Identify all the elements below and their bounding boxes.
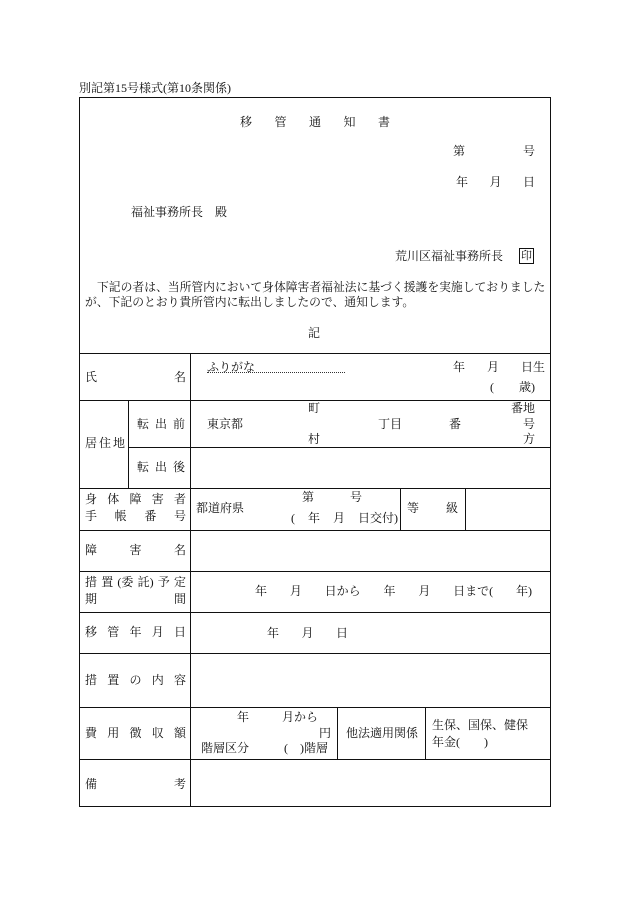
table-rule	[337, 707, 338, 759]
measures-label-part: 措	[85, 673, 98, 687]
remarks-label-part: 考	[173, 777, 186, 791]
residence-label-part: 居	[85, 436, 98, 450]
fee-bracket: ( )階層	[284, 741, 328, 755]
table-rule	[79, 530, 551, 531]
disability-label	[85, 544, 186, 556]
before-transfer-label-part: 転	[137, 417, 150, 431]
handbook-prefecture: 都道府県	[196, 501, 245, 515]
period-value-part: 日まで(	[453, 584, 494, 598]
residence-label-part: 地	[112, 436, 125, 450]
table-rule	[79, 759, 551, 760]
chome-mark: 丁目	[378, 417, 403, 431]
note-heading: 記	[308, 326, 321, 340]
addressee: 福祉事務所長 殿	[131, 205, 228, 219]
pension-option: 年金( )	[432, 735, 488, 749]
residence-label-part: 住	[98, 436, 111, 450]
before-transfer-label-part: 前	[172, 417, 185, 431]
document-number-part: 号	[522, 144, 535, 158]
document-title-part: 書	[377, 115, 390, 129]
measures-label-part: 置	[107, 673, 120, 687]
before-transfer-label-part: 出	[154, 417, 167, 431]
transfer-date-label-part: 日	[173, 625, 186, 639]
period-label-line-2-part: 期	[85, 592, 98, 606]
seal-box: 印	[521, 250, 532, 262]
go-mark: 号	[523, 417, 536, 431]
handbook-issued-date-part: 月	[332, 511, 345, 525]
handbook-issued-date-part: 日交付)	[357, 511, 398, 525]
insurance-options: 生保、国保、健保	[432, 718, 529, 732]
fee-yen: 円	[319, 726, 332, 740]
handbook-number	[302, 491, 362, 503]
handbook-label-line-1	[85, 493, 186, 505]
measures-label-part: の	[129, 673, 142, 687]
fee-label	[85, 727, 186, 739]
measures-label-part: 容	[173, 673, 186, 687]
name-label-part: 名	[173, 370, 186, 384]
period-value-part: 年	[383, 584, 396, 598]
table-rule	[400, 488, 401, 530]
body-text-line-1: 下記の者は、当所管内において身体障害者福祉法に基づく援護を実施しておりました	[97, 280, 546, 294]
document-title-part: 通	[308, 115, 321, 129]
handbook-label-line-2-part: 番	[144, 509, 157, 523]
period-label-line-1-part: 託)	[137, 575, 154, 589]
age	[490, 381, 535, 393]
transfer-date-label-part: 移	[85, 625, 98, 639]
handbook-label-line-2-part: 号	[173, 509, 186, 523]
handbook-label-line-2-part: 手	[85, 509, 98, 523]
after-transfer-label-part: 転	[137, 460, 150, 474]
disability-label-part: 害	[129, 543, 142, 557]
fee-period	[237, 711, 318, 723]
table-rule	[79, 707, 551, 708]
handbook-issued-date	[291, 512, 398, 524]
after-transfer-label	[137, 461, 185, 473]
fee-label-part: 費	[85, 726, 98, 740]
document-title	[240, 116, 390, 128]
village-mark: 村	[308, 432, 321, 446]
measures-label-part: 内	[151, 673, 164, 687]
period-value	[255, 585, 532, 597]
birth-date	[453, 361, 545, 373]
period-label-line-2-part: 間	[173, 592, 186, 606]
table-rule	[79, 571, 551, 572]
furigana-label: ふりがな	[207, 360, 256, 374]
fee-bracket-label: 階層区分	[201, 741, 250, 755]
fee-label-part: 徴	[129, 726, 142, 740]
period-label-line-1	[85, 576, 186, 588]
transfer-date-label-part: 月	[151, 625, 164, 639]
handbook-issued-date-part: 年	[307, 511, 320, 525]
residence-label	[85, 437, 125, 449]
body-text-line-2: が、下記のとおり貴所管内に転出しましたので、通知します。	[85, 295, 415, 309]
fee-label-part: 額	[173, 726, 186, 740]
town-mark: 町	[308, 401, 321, 415]
fee-period-part: 年	[237, 710, 250, 724]
fee-label-part: 収	[151, 726, 164, 740]
birth-date-part: 年	[453, 360, 466, 374]
transfer-date-label	[85, 626, 186, 638]
table-rule	[128, 447, 551, 448]
period-label-line-1-part: 措	[85, 575, 98, 589]
grade-label-part: 等	[407, 501, 420, 515]
table-rule	[79, 612, 551, 613]
name-label	[85, 371, 186, 383]
disability-label-part: 名	[173, 543, 186, 557]
handbook-label-line-1-part: 者	[173, 492, 186, 506]
transfer-date-value	[267, 627, 348, 639]
furigana-dotted-line	[207, 372, 345, 373]
handbook-label-line-1-part: 体	[107, 492, 120, 506]
remarks-label	[85, 778, 186, 790]
kata-mark: 方	[523, 432, 536, 446]
handbook-number-part: 号	[349, 490, 362, 504]
transfer-date-value-part: 年	[267, 626, 280, 640]
document-number-part: 第	[453, 144, 466, 158]
grade-label	[407, 502, 458, 514]
table-rule	[79, 353, 551, 354]
handbook-label-line-1-part: 害	[151, 492, 164, 506]
document-date-part: 月	[489, 175, 502, 189]
document-title-part: 管	[274, 115, 287, 129]
table-rule	[128, 400, 129, 488]
disability-label-part: 障	[85, 543, 98, 557]
age-part: 歳)	[519, 380, 535, 394]
handbook-issued-date-part: (	[291, 511, 295, 525]
after-transfer-label-part: 後	[172, 460, 185, 474]
birth-date-part: 月	[486, 360, 499, 374]
period-value-part: 年)	[515, 584, 532, 598]
name-label-part: 氏	[85, 370, 98, 384]
remarks-label-part: 備	[85, 777, 98, 791]
transfer-date-value-part: 月	[301, 626, 314, 640]
period-value-part: 月	[289, 584, 302, 598]
banchi-mark: 番地	[511, 401, 536, 415]
table-rule	[425, 707, 426, 759]
document-date	[456, 176, 535, 188]
period-label-line-1-part: 定	[173, 575, 186, 589]
table-rule	[79, 488, 551, 489]
after-transfer-label-part: 出	[154, 460, 167, 474]
document-date-part: 年	[456, 175, 469, 189]
period-label-line-2	[85, 593, 186, 605]
birth-date-part: 日生	[520, 360, 545, 374]
form-number: 別記第15号様式(第10条関係)	[79, 81, 231, 95]
period-label-line-1-part: (委	[117, 575, 134, 589]
form-frame	[79, 97, 551, 807]
handbook-label-line-1-part: 障	[129, 492, 142, 506]
fee-label-part: 用	[107, 726, 120, 740]
document-date-part: 日	[522, 175, 535, 189]
document-title-part: 移	[240, 115, 253, 129]
before-transfer-label	[137, 418, 185, 430]
period-label-line-1-part: 置	[101, 575, 114, 589]
fee-period-part: 月から	[281, 710, 318, 724]
grade-label-part: 級	[445, 501, 458, 515]
measures-label	[85, 674, 186, 686]
period-value-part: 日から	[324, 584, 361, 598]
transfer-date-label-part: 年	[129, 625, 142, 639]
document-title-part: 知	[343, 115, 356, 129]
ban-mark: 番	[449, 417, 462, 431]
table-rule	[465, 488, 466, 530]
handbook-label-line-2	[85, 510, 186, 522]
transfer-date-value-part: 日	[335, 626, 348, 640]
table-rule	[190, 353, 191, 807]
handbook-number-part: 第	[302, 490, 315, 504]
handbook-label-line-2-part: 帳	[114, 509, 127, 523]
handbook-label-line-1-part: 身	[85, 492, 98, 506]
prefecture-tokyo: 東京都	[207, 417, 244, 431]
period-label-line-1-part: 予	[157, 575, 170, 589]
document-number	[453, 145, 535, 157]
period-value-part: 月	[418, 584, 431, 598]
issuer: 荒川区福祉事務所長	[395, 249, 504, 263]
age-part: (	[490, 380, 494, 394]
table-rule	[79, 653, 551, 654]
transfer-date-label-part: 管	[107, 625, 120, 639]
other-law-label: 他法適用関係	[346, 726, 419, 740]
period-value-part: 年	[255, 584, 268, 598]
